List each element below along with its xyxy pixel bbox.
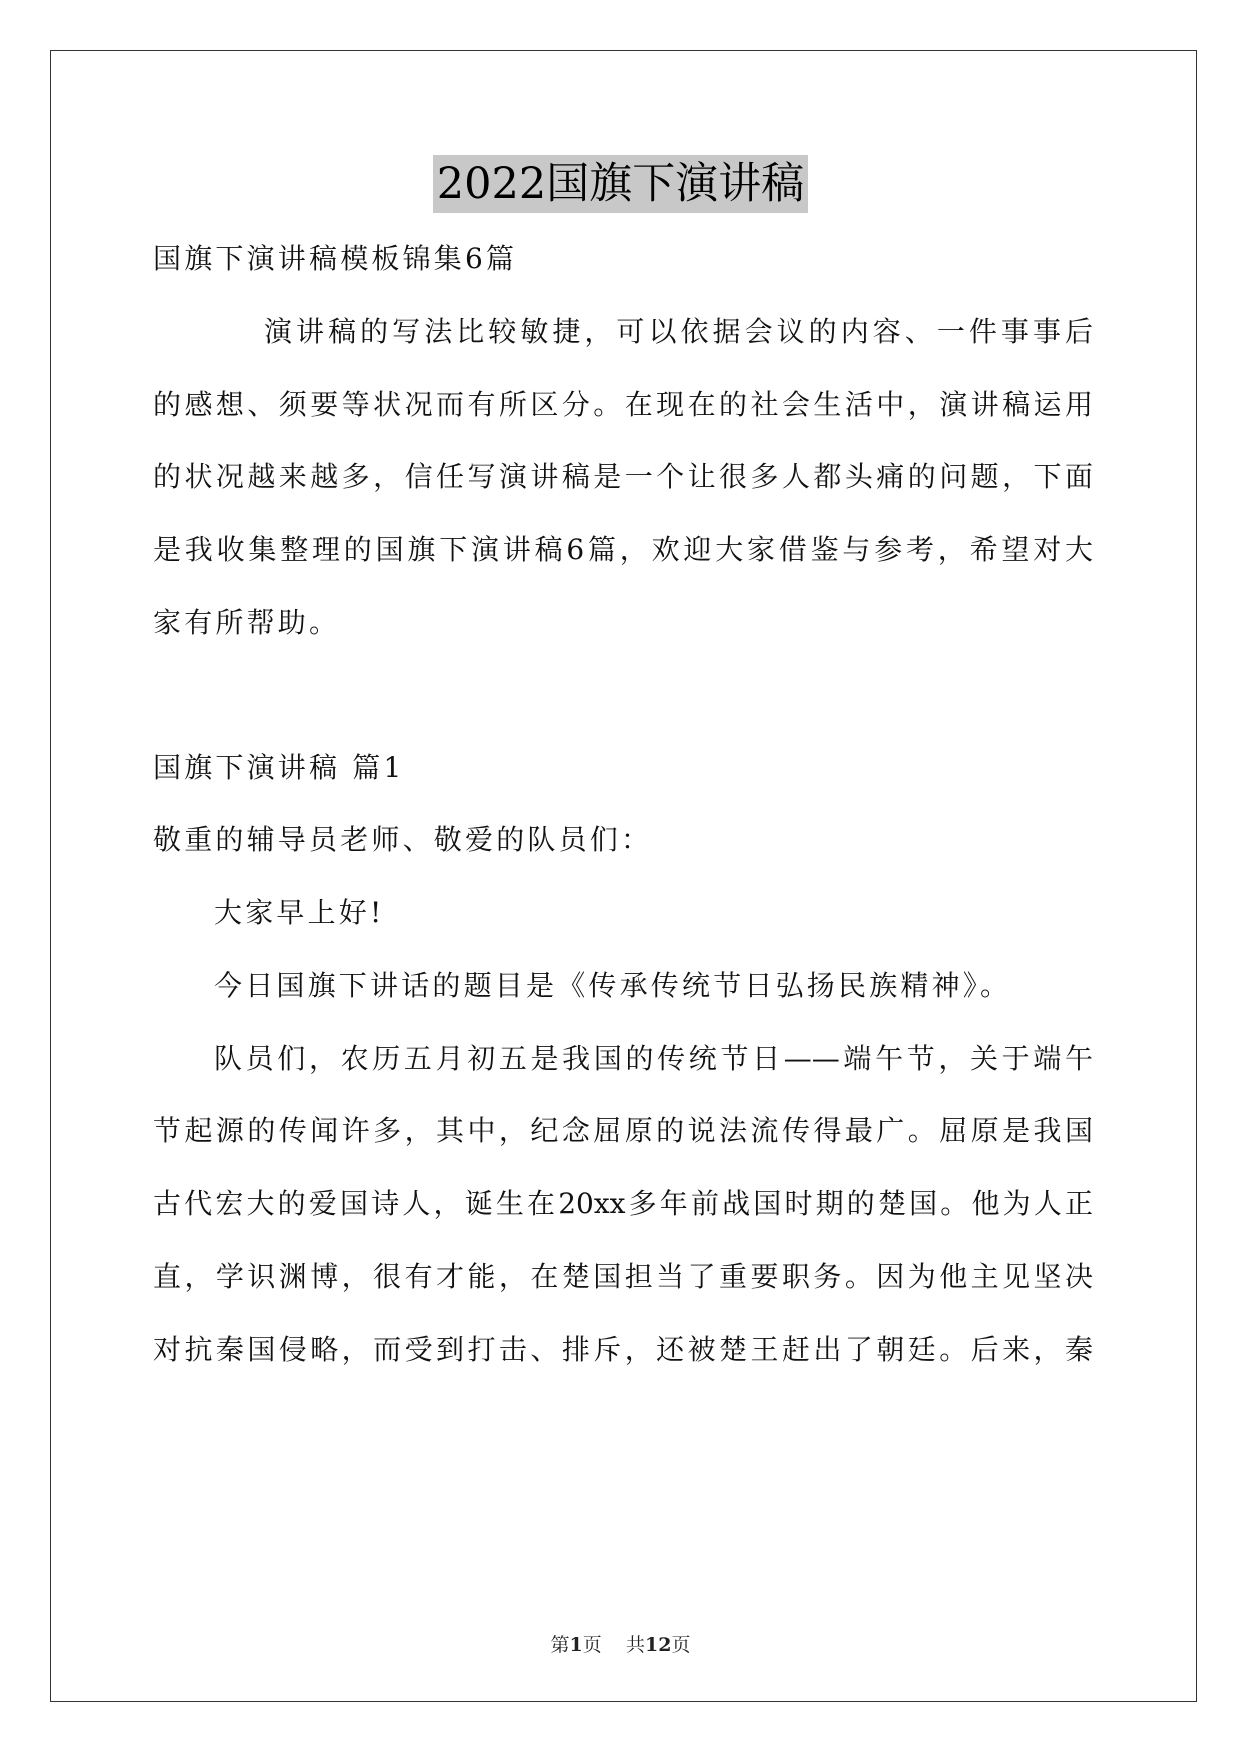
body-line-4: 直，学识渊博，很有才能，在楚国担当了重要职务。因为他主见坚决: [153, 1260, 1093, 1293]
footer-total-suffix: 页: [671, 1634, 691, 1656]
body-line-3: 古代宏大的爱国诗人，诞生在20xx多年前战国时期的楚国。他为人正: [153, 1187, 1093, 1220]
footer-page-suffix: 页: [582, 1634, 602, 1656]
intro-line-3: 的状况越来越多，信任写演讲稿是一个让很多人都头痛的问题，下面: [153, 460, 1093, 493]
document-title: 2022国旗下演讲稿: [433, 155, 808, 213]
footer-total-prefix: 共: [625, 1634, 645, 1656]
page-footer: [0, 1632, 1241, 1658]
intro-line-1: 演讲稿的写法比较敏捷，可以依据会议的内容、一件事事后: [264, 315, 1093, 348]
body-line-1: 队员们，农历五月初五是我国的传统节日——端午节，关于端午: [214, 1042, 1093, 1075]
footer-prefix: 第: [550, 1634, 570, 1656]
footer-total-pages: 12: [644, 1634, 672, 1656]
body-line-2: 节起源的传闻许多，其中，纪念屈原的说法流传得最广。屈原是我国: [153, 1114, 1093, 1147]
intro-line-4: 是我收集整理的国旗下演讲稿6篇，欢迎大家借鉴与参考，希望对大: [153, 533, 1093, 566]
body-line-5: 对抗秦国侵略，而受到打击、排斥，还被楚王赶出了朝廷。后来，秦: [153, 1333, 1093, 1366]
intro-line-2: 的感想、须要等状况而有所区分。在现在的社会生活中，演讲稿运用: [153, 388, 1093, 421]
section-heading: 国旗下演讲稿 篇1: [153, 751, 405, 784]
title-container: [0, 155, 1241, 213]
page-border: [50, 50, 1197, 1702]
footer-page-number: 1: [569, 1634, 583, 1656]
greeting: 大家早上好!: [214, 896, 385, 929]
topic-line: 今日国旗下讲话的题目是《传承传统节日弘扬民族精神》。: [214, 969, 1012, 1002]
intro-line-5: 家有所帮助。: [153, 606, 341, 639]
salutation: 敬重的辅导员老师、敬爱的队员们：: [153, 823, 653, 856]
document-subtitle: 国旗下演讲稿模板锦集6篇: [153, 242, 518, 275]
